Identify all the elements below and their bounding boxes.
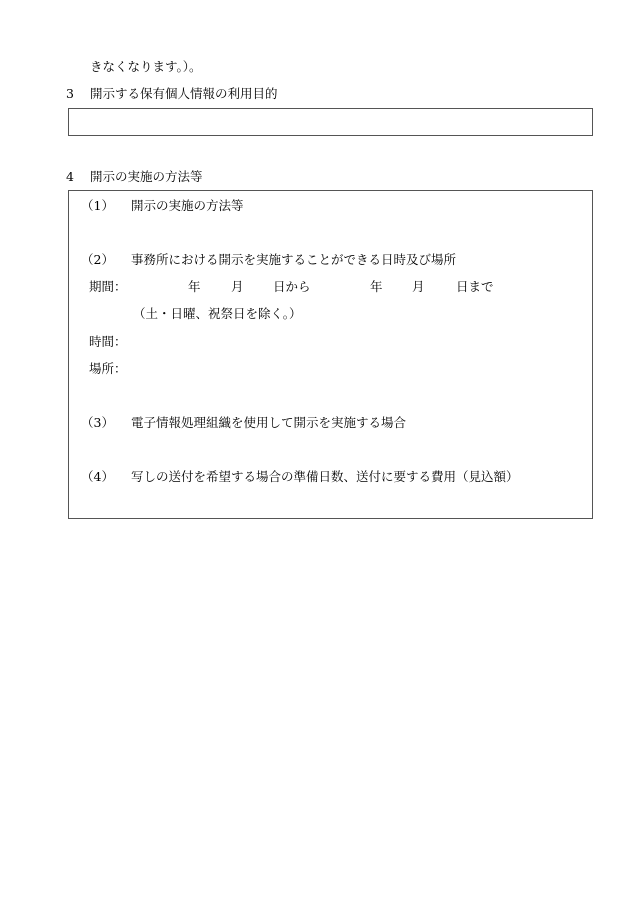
section3-number: 3 — [66, 86, 74, 101]
section4-title: 開示の実施の方法等 — [90, 169, 203, 184]
period-year-from: 年 — [188, 279, 201, 294]
period-month-from: 月 — [231, 279, 244, 294]
time-label: 時間： — [89, 334, 127, 349]
continuation-text: きなくなります。）。 — [90, 59, 202, 74]
period-year-until: 年 — [370, 279, 383, 294]
item1-text: 開示の実施の方法等 — [131, 198, 244, 213]
section3-purpose-box[interactable] — [68, 108, 593, 136]
item1-number: （1） — [81, 198, 114, 213]
exclusion-note: （土・日曜、祝祭日を除く。） — [133, 306, 302, 321]
period-month-until: 月 — [412, 279, 425, 294]
section3-title: 開示する保有個人情報の利用目的 — [90, 86, 278, 101]
item3-text: 電子情報処理組織を使用して開示を実施する場合 — [131, 415, 407, 430]
item4-number: （4） — [81, 469, 114, 484]
item4-text: 写しの送付を希望する場合の準備日数、送付に要する費用（見込額） — [131, 469, 519, 484]
section4-number: 4 — [66, 169, 74, 184]
item2-text: 事務所における開示を実施することができる日時及び場所 — [131, 252, 457, 267]
place-label: 場所： — [89, 361, 127, 376]
period-label: 期間： — [89, 279, 127, 294]
section4-method-box — [68, 190, 593, 519]
item3-number: （3） — [81, 415, 114, 430]
period-day-from: 日から — [273, 279, 311, 294]
item2-number: （2） — [81, 252, 114, 267]
period-day-until: 日まで — [456, 279, 494, 294]
